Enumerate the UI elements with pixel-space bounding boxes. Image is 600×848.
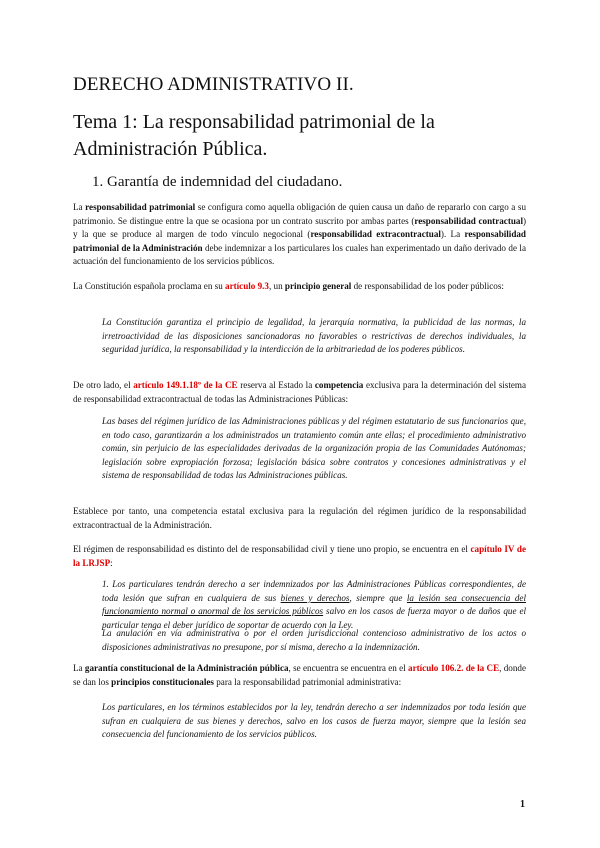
paragraph-regimen: El régimen de responsabilidad es distinto del de responsabilidad civil y tiene uno propio, se encuentra en el capítulo IV de la LRJSP: bbox=[73, 544, 526, 568]
quote-article-9-3: La Constitución garantiza el principio de legalidad, la jerarquía normativa, la publicidad de las normas, la irretroactividad de las disposiciones sancionadoras no favorables o restrictivas de derechos individuales, la seguridad jurídica, la responsabilidad y la interdicción de la arbitrariedad de los poderes públicos. bbox=[102, 317, 526, 355]
quote-lrjsp-1: 1. Los particulares tendrán derecho a ser indemnizados por las Administraciones Públicas correspondientes, de toda lesión que sufran en cualquiera de sus bienes y derechos, siempre que la lesión sea consecuencia del funcionamiento normal o anormal de los servicios públicos salvo en los casos de fuerza mayor o de daños que el particular tenga el deber jurídico de soportar de acuerdo con la Ley. bbox=[102, 579, 527, 630]
quote-article-106: Los particulares, en los términos establecidos por la ley, tendrán derecho a ser indemnizados por toda lesión que sufran en cualquiera de sus bienes y derechos, salvo en los casos de fuerza mayor, siempre que la lesión sea consecuencia del funcionamiento de los servicios públicos. bbox=[102, 702, 526, 740]
quote-article-149: Las bases del régimen jurídico de las Administraciones públicas y del régimen estatutario de sus funcionarios que, en todo caso, garantizarán a los administrados un tratamiento común ante ellas; el procedimiento administrativo común, sin perjuicio de las especialidades derivadas de la organización propia de las Comunidades Autónomas; legislación sobre expropiación forzosa; legislación básica sobre contratos y concesiones administrativas y el sistema de responsabilidad de todas las Administraciones públicas. bbox=[102, 416, 526, 481]
document-title: DERECHO ADMINISTRATIVO II. bbox=[73, 74, 354, 95]
paragraph-constitution: La Constitución española proclama en su artículo 9.3, un principio general de responsabilidad de los poder públicos: bbox=[73, 281, 504, 291]
topic-title: Tema 1: La responsabilidad patrimonial de la Administración Pública. bbox=[73, 111, 435, 160]
section-title: 1. Garantía de indemnidad del ciudadano. bbox=[92, 174, 343, 190]
paragraph-garantia: La garantía constitucional de la Administración pública, se encuentra se encuentra en el artículo 106.2. de la CE, donde se dan los principios constitucionales para la responsabilidad patrimonial administrativa: bbox=[73, 663, 526, 687]
quote-lrjsp-2: La anulación en vía administrativa o por el orden jurisdiccional contencioso administrativo de los actos o disposiciones administrativas no presupone, por sí misma, derecho a la indemnización. bbox=[102, 628, 526, 652]
paragraph-definition: La responsabilidad patrimonial se configura como aquella obligación de quien causa un daño de repararlo con cargo a su patrimonio. Se distingue entre la que se ocasiona por un contrato suscrito por ambas partes (responsabilidad contractual) y la que se produce al margen de todo vínculo negocional (responsabilidad extracontractual). La responsabilidad patrimonial de la Administración debe indemnizar a los particulares los cuales han experimentado un daño derivado de la actuación del funcionamiento de los servicios públicos. bbox=[73, 202, 527, 267]
page-number: 1 bbox=[520, 799, 525, 810]
paragraph-competencia: De otro lado, el artículo 149.1.18º de la CE reserva al Estado la competencia exclusiva para la determinación del sistema de responsabilidad extracontractual de todas las Administraciones Públicas: bbox=[73, 380, 527, 404]
paragraph-establece: Establece por tanto, una competencia estatal exclusiva para la regulación del régimen jurídico de la responsabilidad extracontractual de la Administración. bbox=[73, 506, 526, 530]
